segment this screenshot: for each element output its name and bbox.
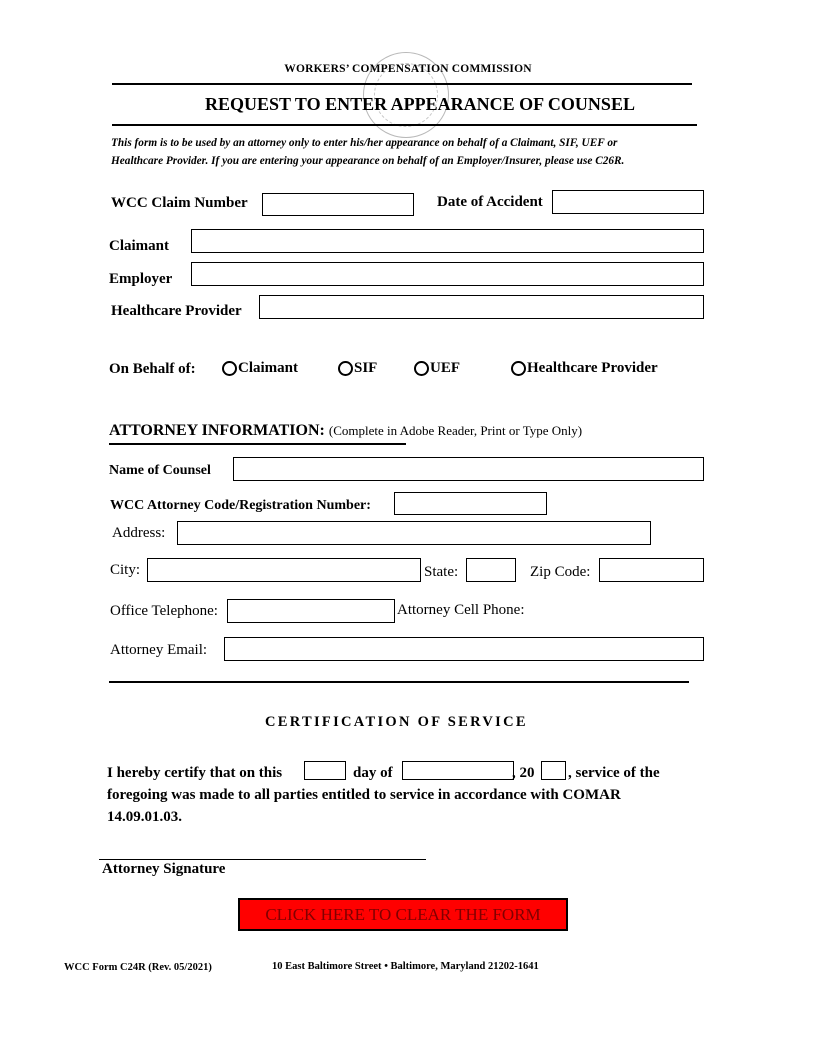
- attorney-section-underline: [109, 443, 406, 445]
- state-field[interactable]: [466, 558, 516, 582]
- date-of-accident-field[interactable]: [552, 190, 704, 214]
- instructions-line-1: This form is to be used by an attorney only to enter his/her appearance on behalf of a Claimant, SIF, UEF or: [111, 137, 618, 149]
- claim-number-field[interactable]: [262, 193, 414, 216]
- radio-circle-icon[interactable]: [511, 361, 526, 376]
- footer-city: Baltimore, Maryland 21202-1641: [390, 961, 539, 972]
- radio-uef-label: UEF: [430, 360, 460, 376]
- zip-code-label: Zip Code:: [530, 564, 591, 580]
- attorney-signature-label: Attorney Signature: [102, 861, 226, 877]
- employer-field[interactable]: [191, 262, 704, 286]
- attorney-section-note: (Complete in Adobe Reader, Print or Type Only): [328, 423, 583, 438]
- radio-circle-icon[interactable]: [338, 361, 353, 376]
- address-field[interactable]: [177, 521, 651, 545]
- certify-text-line-3: 14.09.01.03.: [107, 809, 182, 825]
- attorney-code-field[interactable]: [394, 492, 547, 515]
- state-label: State:: [424, 564, 459, 580]
- radio-circle-icon[interactable]: [222, 361, 237, 376]
- certify-day-field[interactable]: [304, 761, 346, 780]
- attorney-email-field[interactable]: [224, 637, 704, 661]
- name-of-counsel-label: Name of Counsel: [109, 463, 211, 478]
- name-of-counsel-field[interactable]: [233, 457, 704, 481]
- header-rule-top: [112, 83, 692, 85]
- city-field[interactable]: [147, 558, 421, 582]
- attorney-section-title: ATTORNEY INFORMATION:: [109, 422, 325, 439]
- address-label: Address:: [112, 525, 166, 541]
- office-telephone-label: Office Telephone:: [110, 603, 218, 619]
- bullet-separator-icon: •: [384, 961, 388, 972]
- claimant-label: Claimant: [109, 238, 169, 254]
- footer-address: [272, 961, 539, 972]
- on-behalf-of-label: On Behalf of:: [109, 361, 196, 377]
- radio-sif-label: SIF: [354, 360, 378, 376]
- attorney-email-label: Attorney Email:: [110, 642, 208, 658]
- header-rule-bottom: [112, 124, 697, 126]
- employer-label: Employer: [109, 271, 173, 287]
- attorney-code-label: WCC Attorney Code/Registration Number:: [110, 498, 371, 513]
- form-identifier: WCC Form C24R (Rev. 05/2021): [64, 962, 212, 973]
- radio-uef[interactable]: [414, 360, 460, 377]
- date-of-accident-label: Date of Accident: [437, 194, 543, 210]
- certify-text-part-3: , 20: [512, 765, 535, 781]
- claim-number-label: WCC Claim Number: [111, 195, 248, 211]
- radio-healthcare-provider[interactable]: [511, 360, 658, 377]
- office-telephone-field[interactable]: [227, 599, 395, 623]
- certification-title: CERTIFICATION OF SERVICE: [265, 714, 528, 730]
- clear-form-button[interactable]: CLICK HERE TO CLEAR THE FORM: [238, 898, 568, 931]
- radio-claimant[interactable]: [222, 360, 298, 377]
- attorney-cell-phone-label: Attorney Cell Phone:: [397, 602, 525, 618]
- certify-text-part-4: , service of the: [568, 765, 660, 781]
- attorney-section-heading: [109, 422, 582, 440]
- radio-healthcare-provider-label: Healthcare Provider: [527, 360, 658, 376]
- agency-name: WORKERS’ COMPENSATION COMMISSION: [284, 63, 532, 75]
- radio-claimant-label: Claimant: [238, 360, 298, 376]
- certify-year-field[interactable]: [541, 761, 566, 780]
- certify-text-part-1: I hereby certify that on this: [107, 765, 283, 781]
- claimant-field[interactable]: [191, 229, 704, 253]
- radio-sif[interactable]: [338, 360, 377, 377]
- radio-circle-icon[interactable]: [414, 361, 429, 376]
- certify-text-part-2: day of: [353, 765, 393, 781]
- page-title: REQUEST TO ENTER APPEARANCE OF COUNSEL: [205, 94, 635, 114]
- certify-text-line-2: foregoing was made to all parties entitled to service in accordance with COMAR: [107, 787, 621, 803]
- zip-code-field[interactable]: [599, 558, 704, 582]
- healthcare-provider-field[interactable]: [259, 295, 704, 319]
- certify-month-field[interactable]: [402, 761, 514, 780]
- footer-street: 10 East Baltimore Street: [272, 961, 382, 972]
- signature-line: [99, 859, 426, 860]
- instructions-line-2: Healthcare Provider. If you are entering your appearance on behalf of an Employer/Insurer, please use C26R.: [111, 155, 625, 167]
- section-divider: [109, 681, 689, 683]
- healthcare-provider-label: Healthcare Provider: [111, 303, 242, 319]
- city-label: City:: [110, 562, 141, 578]
